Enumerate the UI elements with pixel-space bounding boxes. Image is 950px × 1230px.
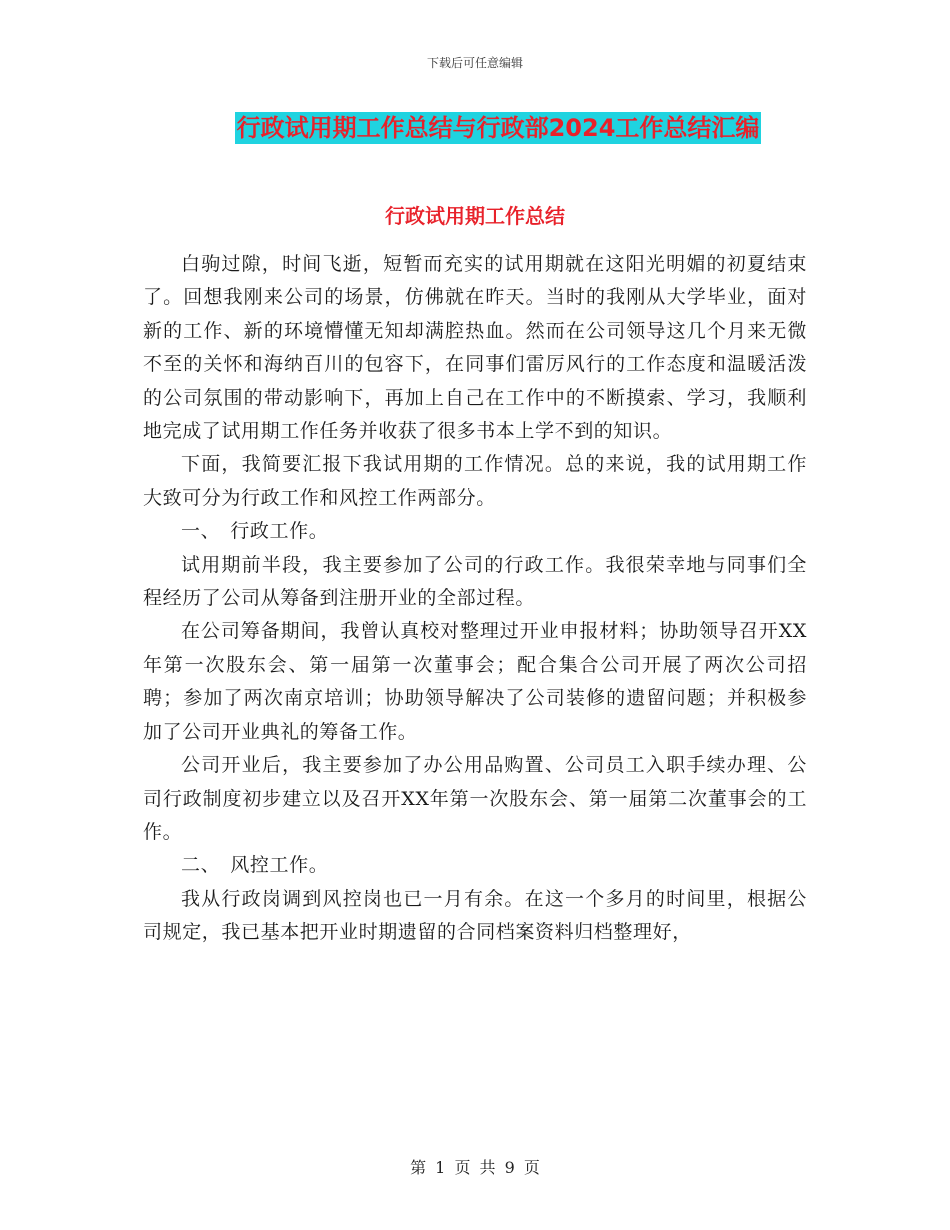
paragraph: 公司开业后，我主要参加了办公用品购置、公司员工入职手续办理、公司行政制度初步建立以及召开XX年第一次股东会、第一届第二次董事会的工作。 [143,754,807,843]
document-body [143,248,807,950]
page-header-note: 下载后可任意编辑 [426,56,523,70]
subheading: 二、 风控工作。 [181,854,329,877]
paragraph: 我从行政岗调到风控岗也已一月有余。在这一个多月的时间里，根据公司规定，我已基本把开业时期遗留的合同档案资料归档整理好， [143,887,807,944]
paragraph: 在公司筹备期间，我曾认真校对整理过开业申报材料；协助领导召开XX年第一次股东会、第一届第一次董事会；配合集合公司开展了两次公司招聘；参加了两次南京培训；协助领导解决了公司装修的遗留问题；并积极参加了公司开业典礼的筹备工作。 [143,620,807,743]
subheading: 一、 行政工作。 [181,520,329,543]
paragraph: 下面，我简要汇报下我试用期的工作情况。总的来说，我的试用期工作大致可分为行政工作和风控工作两部分。 [143,453,807,509]
paragraph: 白驹过隙，时间飞逝，短暂而充实的试用期就在这阳光明媚的初夏结束了。回想我刚来公司的场景，仿佛就在昨天。当时的我刚从大学毕业，面对新的工作、新的环境懵懂无知却满腔热血。然而在公司领导这几个月来无微不至的关怀和海纳百川的包容下，在同事们雷厉风行的工作态度和温暖活泼的公司氛围的带动影响下，再加上自己在工作中的不断摸索、学习，我顺利地完成了试用期工作任务并收获了很多书本上学不到的知识。 [143,253,807,443]
document-title-container [0,112,950,144]
document-title: 行政试用期工作总结与行政部2024工作总结汇编 [236,114,760,142]
paragraph: 试用期前半段，我主要参加了公司的行政工作。我很荣幸地与同事们全程经历了公司从筹备到注册开业的全部过程。 [143,553,807,610]
page-number: 第 1 页 共 9 页 [410,1158,540,1177]
section-title: 行政试用期工作总结 [385,204,565,228]
